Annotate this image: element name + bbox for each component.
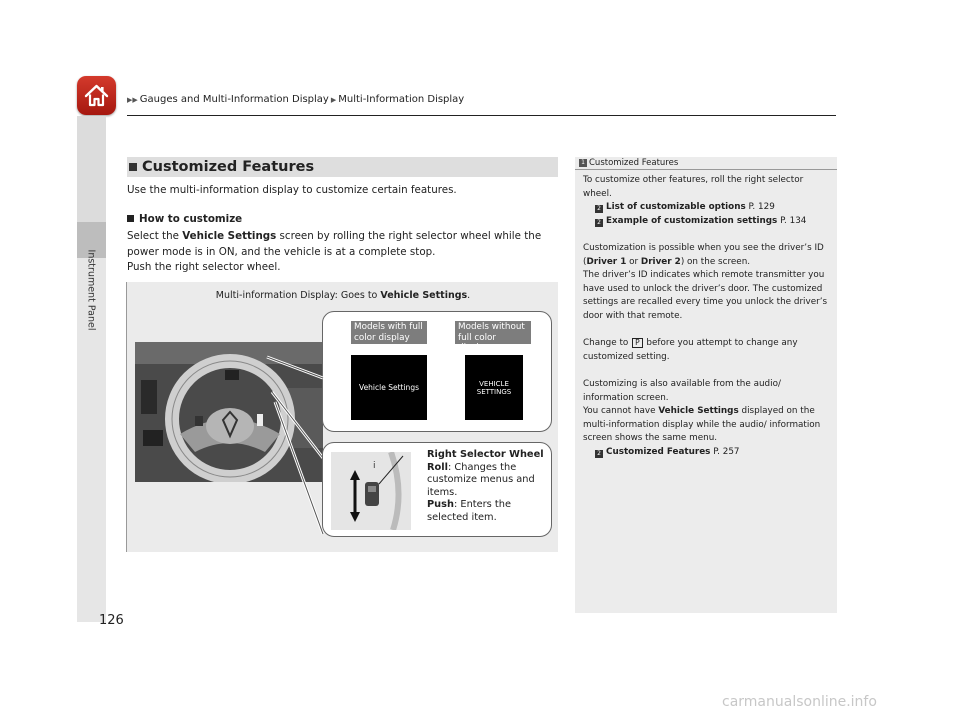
home-button[interactable]	[77, 76, 116, 115]
side-note-body	[583, 174, 833, 459]
illustration-figure	[126, 282, 558, 552]
ref-customization-example[interactable]	[583, 215, 833, 229]
note-number-icon: 1	[579, 159, 587, 167]
caption-bold: Vehicle Settings	[380, 290, 468, 301]
wheel-push-text: : Enters the selected item.	[427, 499, 511, 523]
caption-text: .	[467, 290, 471, 301]
page-number: 126	[99, 613, 124, 628]
wheel-roll-label: Right Selector Wheel Roll	[427, 449, 544, 473]
watermark: carmanualsonline.info	[722, 694, 877, 710]
breadcrumb-arrow-icon: ▶	[330, 95, 337, 104]
park-key-icon: P	[632, 338, 643, 348]
selector-wheel-description	[427, 449, 551, 524]
caption-text: Multi-information Display: Goes to	[215, 290, 381, 301]
side-note-paragraph: The driver’s ID indicates which remote transmitter you have used to unlock the driver’s door. The customized settings are recalled every time you unlock the driver’s door with that remote.	[583, 270, 828, 321]
breadcrumb-item-gauges[interactable]: Gauges and Multi-Information Display	[139, 94, 329, 105]
body-bold-vehicle-settings: Vehicle Settings	[182, 230, 277, 242]
breadcrumb-arrow-icon: ▶▶	[127, 95, 138, 104]
note-text: Customization is possible when you see the driver’s ID (	[583, 242, 824, 267]
header-divider	[127, 115, 836, 116]
screen-text-plain: VEHICLE SETTINGS	[476, 379, 512, 396]
svg-text:i: i	[373, 461, 376, 471]
label-full-color: Models with full color display	[351, 321, 427, 344]
reference-arrow-icon: 2	[595, 450, 603, 458]
note-text: displayed on the multi-information display while the audio/ information screen shows the same menu.	[583, 406, 821, 444]
side-note-panel	[575, 157, 837, 613]
section-heading	[127, 157, 558, 177]
ref-page: P. 257	[710, 446, 740, 457]
driver-1-label: Driver 1	[586, 256, 627, 267]
note-text: Change to	[583, 338, 632, 349]
note-text: or	[626, 256, 641, 267]
driver-2-label: Driver 2	[640, 256, 681, 267]
side-note-title-text: Customized Features	[589, 158, 679, 168]
selector-wheel-photo	[331, 452, 411, 530]
subsection-title: How to customize	[139, 213, 243, 225]
side-tab-top	[77, 116, 106, 222]
body-line: Push the right selector wheel.	[127, 261, 281, 273]
ref-link-text[interactable]: List of customizable options	[606, 202, 746, 213]
ref-customizable-options[interactable]	[583, 201, 833, 215]
breadcrumb-item-mid[interactable]: Multi-Information Display	[338, 94, 465, 105]
chapter-label: Instrument Panel	[85, 249, 97, 331]
side-note-paragraph: Customizing is also available from the audio/ information screen.	[583, 378, 781, 403]
screen-text-full: Vehicle Settings	[359, 383, 419, 392]
square-bullet-icon	[127, 215, 134, 222]
ref-link-text[interactable]: Example of customization settings	[606, 215, 778, 226]
breadcrumb	[127, 94, 464, 105]
selector-wheel-callout	[322, 442, 552, 537]
section-title: Customized Features	[142, 159, 315, 175]
note-text: ) on the screen.	[680, 256, 751, 267]
label-without-full-color: Models without full color display	[455, 321, 531, 344]
subsection-heading	[127, 213, 242, 225]
side-note-paragraph	[583, 242, 833, 269]
wheel-roll-text: : Changes the customize menus and items.	[427, 461, 535, 498]
ref-page: P. 129	[745, 202, 775, 213]
reference-arrow-icon: 2	[595, 219, 603, 227]
side-tab-band	[77, 116, 106, 622]
body-text-part: Select the	[127, 230, 183, 242]
side-note-divider	[575, 169, 837, 170]
note-text: You cannot have	[583, 406, 659, 417]
side-note-paragraph	[583, 337, 833, 364]
ref-link-text[interactable]: Customized Features	[606, 446, 711, 457]
side-note-title	[579, 158, 678, 168]
square-bullet-icon	[129, 163, 137, 171]
intro-text: Use the multi-information display to customize certain features.	[127, 184, 457, 196]
note-text: before you attempt to change any customized setting.	[583, 338, 798, 362]
reference-arrow-icon: 2	[595, 205, 603, 213]
side-note-paragraph: To customize other features, roll the right selector wheel.	[583, 175, 804, 199]
body-text-part: screen by rolling the right selector wheel while the	[276, 230, 542, 242]
side-note-paragraph	[583, 405, 833, 446]
note-bold: Vehicle Settings	[658, 406, 739, 417]
instruction-text	[127, 229, 567, 276]
body-line: power mode is in ON, and the vehicle is at a complete stop.	[127, 245, 436, 258]
ref-page: P. 134	[777, 215, 807, 226]
home-icon	[83, 82, 110, 109]
ref-customized-features[interactable]	[583, 446, 833, 460]
wheel-push-label: Push	[427, 499, 454, 510]
selector-wheel-illustration	[331, 452, 411, 530]
